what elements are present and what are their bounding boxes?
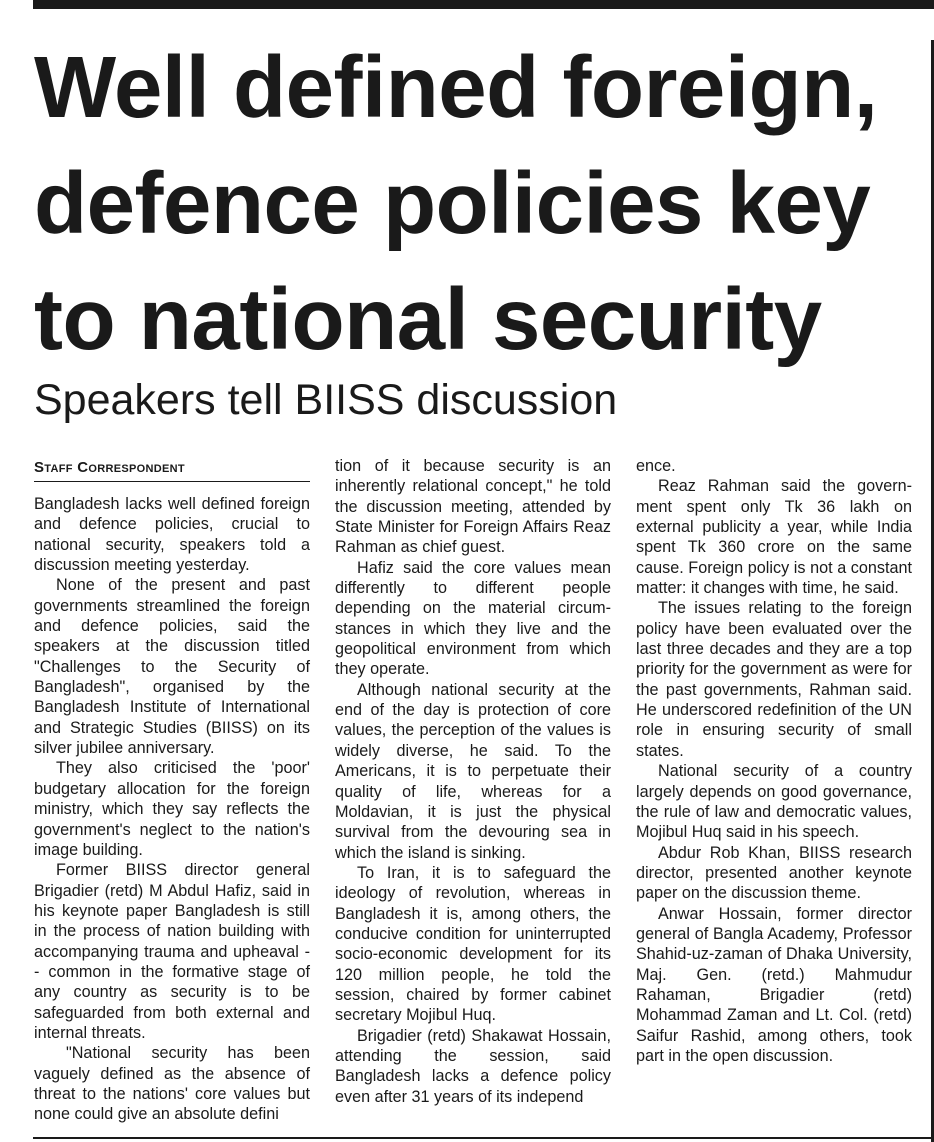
paragraph: Although national security at the end of the day is protection of core values, the perception of the values is widely diverse, he said. To the Americans, it is to perpetuate their quality of life, whereas for a Moldavian, it is just the physical survival from the devouring sea in which the island is sinking. <box>335 680 611 862</box>
paragraph: Hafiz said the core values mean differently to different people depending on the material circumstances in which they live and the geopolitical environment from which they operate. <box>335 558 611 679</box>
bottom-rule <box>33 1137 934 1139</box>
paragraph: Bangladesh lacks well defined foreign and defence policies, crucial to national security, speakers told a discussion meeting yesterday. <box>34 495 310 575</box>
headline-line: Well defined foreign, <box>34 39 878 136</box>
headline-line: to national security <box>34 271 822 368</box>
paragraph: To Iran, it is to safeguard the ideology of revolution, whereas in Bangladesh it is, among others, the conducive condition for uninterrupted socio-economic development for its 120 million people, he told the session, chaired by former cabinet secretary Mojibul Huq. <box>335 863 611 1025</box>
article-column-2 <box>335 456 611 1107</box>
byline: Staff Correspondent <box>34 458 310 482</box>
subheadline: Speakers tell BIISS discussion <box>34 376 618 424</box>
paragraph: ence. <box>636 457 676 475</box>
paragraph: None of the present and past governments streamlined the foreign and defence policies, said the speakers at the discussion titled "Challenges to the Security of Bangladesh", organised by the Bangladesh Institute of International and Strategic Studies (BIISS) on its silver jubilee anniversary. <box>34 576 310 758</box>
paragraph: They also criticised the 'poor' budgetary allocation for the foreign ministry, which they say reflects the government's neglect to the nation's image building. <box>34 759 310 859</box>
paragraph: "National security has been vaguely defined as the absence of threat to the nations' core values but none could give an absolute defini <box>34 1044 310 1124</box>
headline-line: defence policies key <box>34 155 871 252</box>
paragraph: Anwar Hossain, former director general of Bangla Academy, Professor Shahid-uz-zaman of Dhaka University, Maj. Gen. (retd.) Mahmudur Rahaman, Brigadier (retd) Mohammad Zaman and Lt. Col. (retd) Saifur Rashid, among others, took part in the open discussion. <box>636 904 912 1065</box>
headline <box>34 30 929 378</box>
top-rule <box>33 0 934 9</box>
paragraph: National security of a country largely depends on good governance, the rule of law and democratic values, Mojibul Huq said in his speech. <box>636 762 912 842</box>
article-column-1 <box>34 456 310 1125</box>
paragraph: Former BIISS director general Brigadier (retd) M Abdul Hafiz, said in his keynote paper Bangladesh is still in the process of nation building with accompanying trauma and upheaval -- common in the formative stage of any country as security is to be safeguarded from both external and internal threats. <box>34 861 310 1042</box>
paragraph: tion of it because security is an inherently relational concept," he told the discussion meeting, attended by State Minister for Foreign Affairs Reaz Rahman as chief guest. <box>335 457 611 557</box>
paragraph: Abdur Rob Khan, BIISS research director, presented another keynote paper on the discussion theme. <box>636 843 912 903</box>
article-column-3 <box>636 456 912 1066</box>
paragraph: Reaz Rahman said the government spent only Tk 36 lakh on external publicity a year, while India spent Tk 360 crore on the same cause. Foreign policy is not a constant matter: it changes with time, he said. <box>636 477 912 598</box>
paragraph: The issues relating to the foreign policy have been evaluated over the last three decades and they are a top priority for the government as were for the past governments, Rahman said. He underscored redefinition of the UN role in ensuring security of small states. <box>636 599 912 760</box>
paragraph: Brigadier (retd) Shakawat Hossain, attending the session, said Bangladesh lacks a defence policy even after 31 years of its independ <box>335 1026 611 1106</box>
